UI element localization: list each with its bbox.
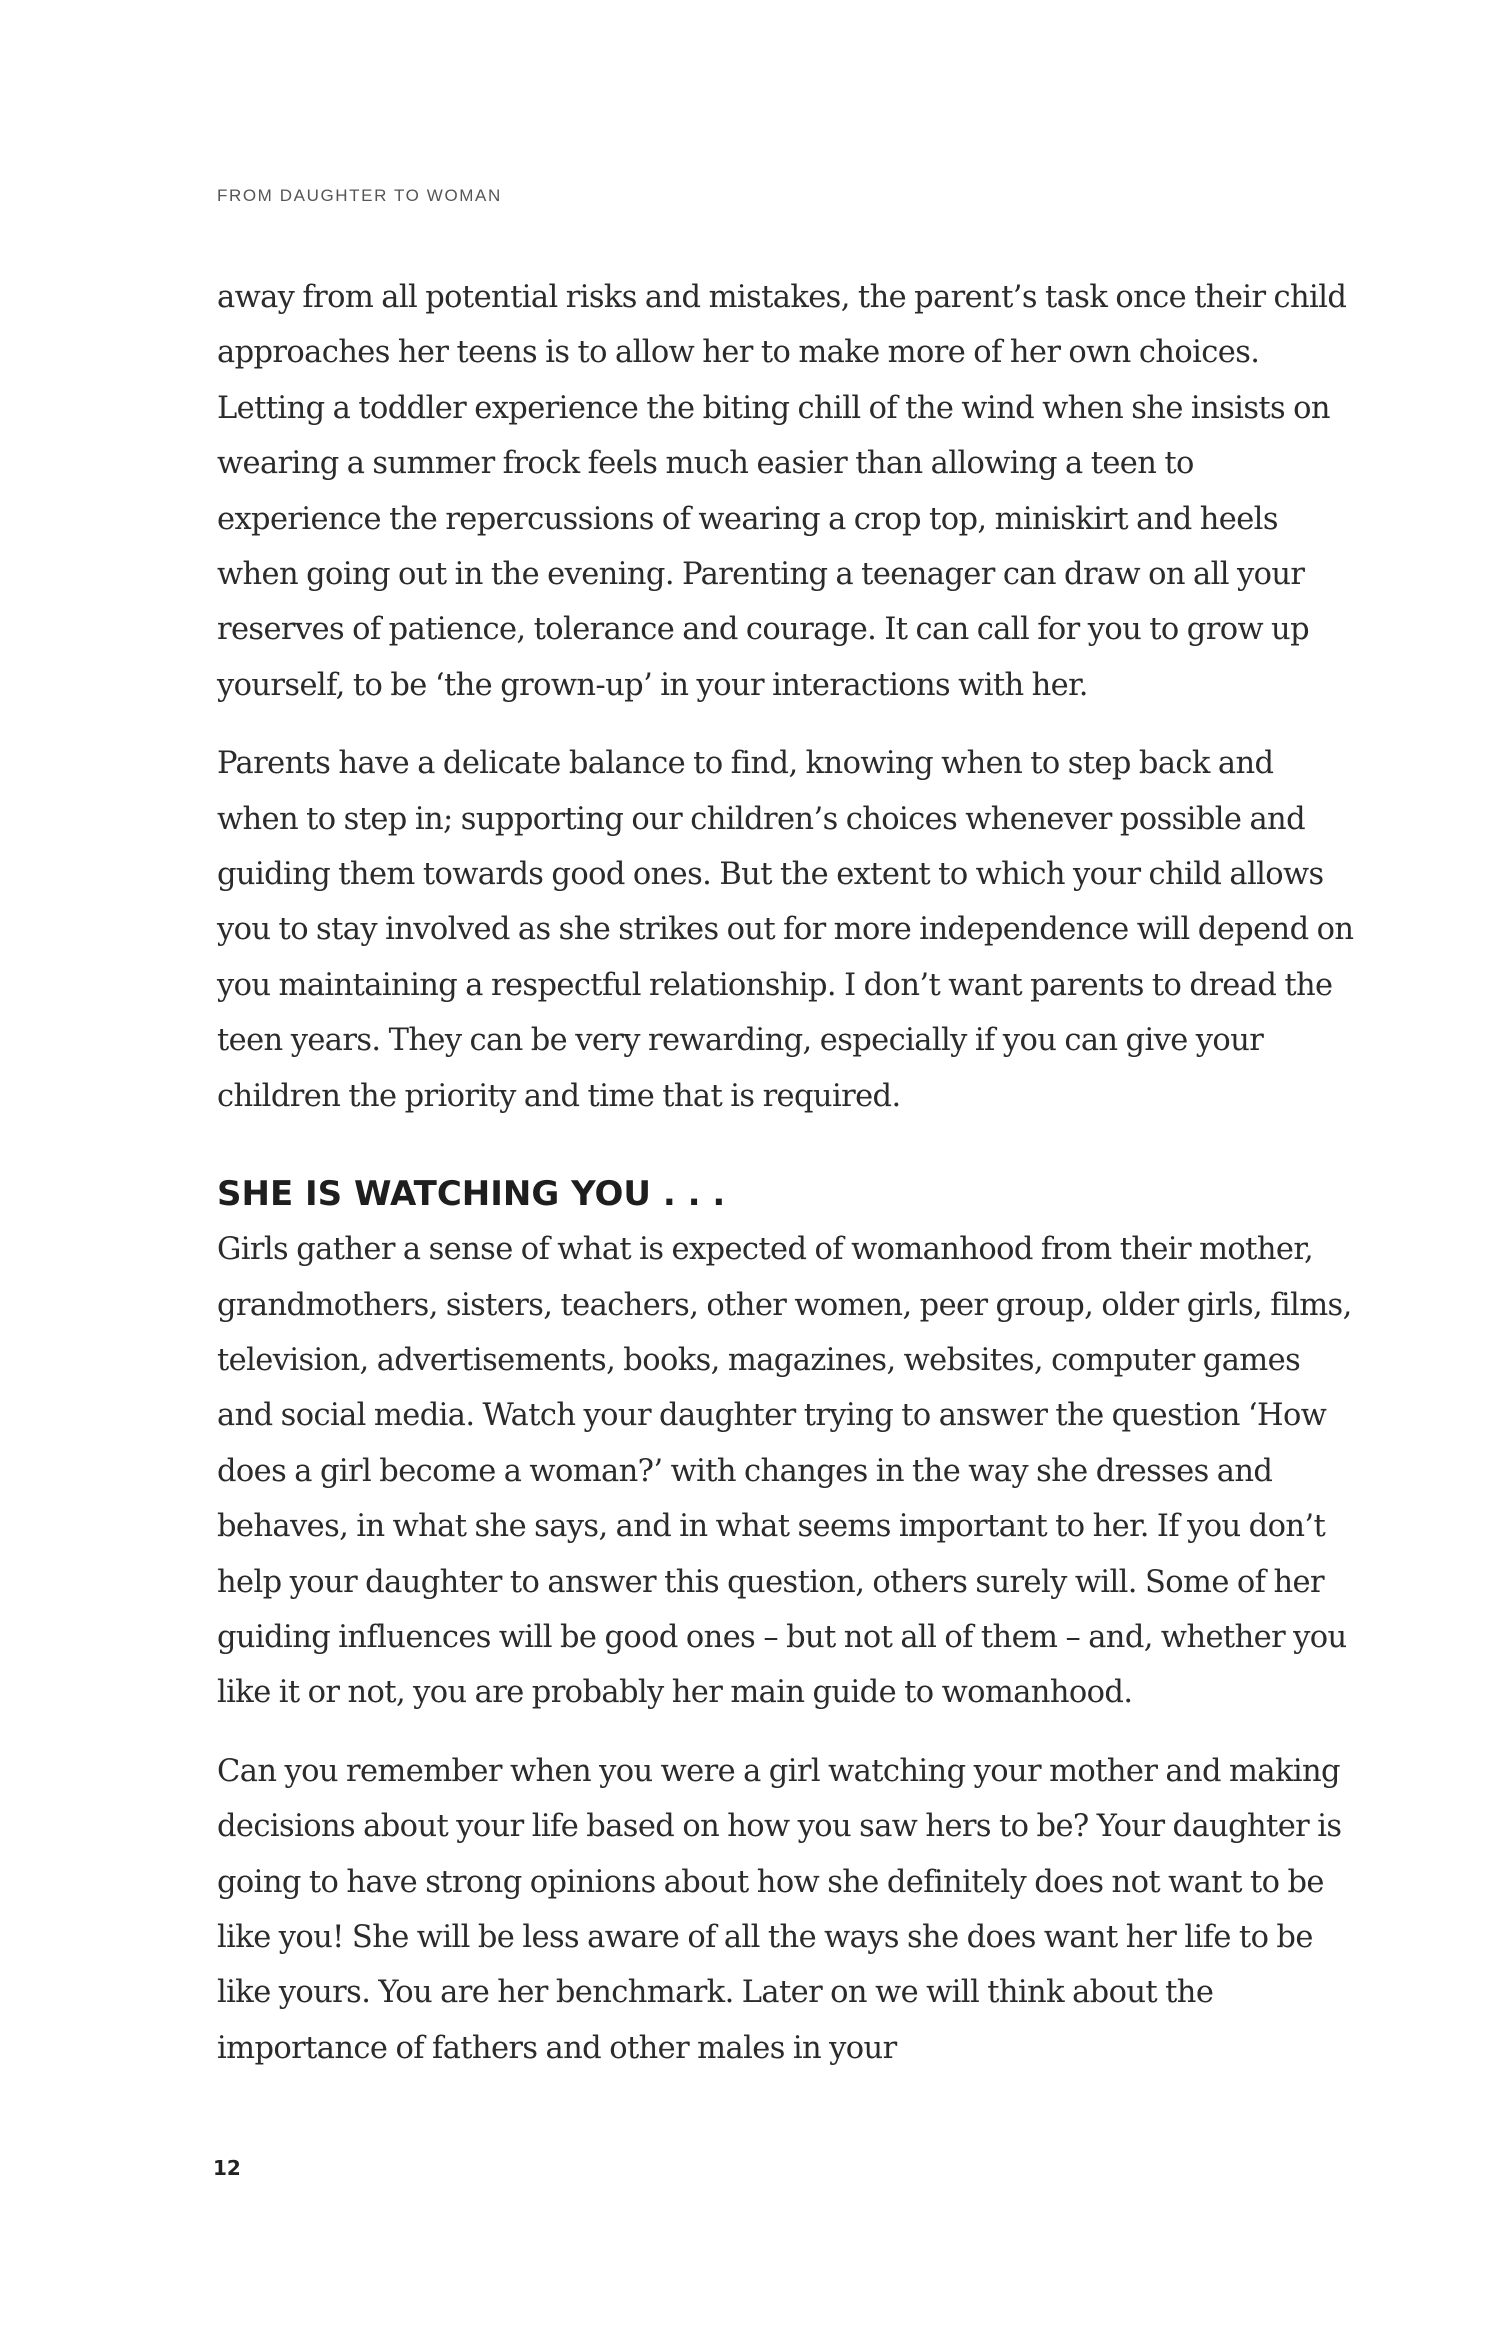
body-paragraph: Can you remember when you were a girl watching your mother and making decisions about your life based on how you saw hers to be? Your daughter is going to have strong opinions about how she definitely does not want to be like you! She will be less aware of all the ways she does want her life to be like yours. You are her benchmark. Later on we will think about the importance of fathers and other males in your xyxy=(217,1753,1342,2066)
running-head: FROM DAUGHTER TO WOMAN xyxy=(217,186,502,205)
page-number: 12 xyxy=(213,2156,241,2180)
page-body xyxy=(217,270,1357,2076)
section-heading: SHE IS WATCHING YOU . . . xyxy=(217,1174,726,1215)
body-paragraph: Girls gather a sense of what is expected of womanhood from their mother, grandmothers, sisters, teachers, other women, peer group, older girls, films, television, advertisements, books, magazines, websites, computer games and social media. Watch your daughter trying to answer the question ‘How does a girl become a woman?’ with changes in the way she dresses and behaves, in what she says, and in what seems important to her. If you don’t help your daughter to answer this question, others surely will. Some of her guiding influences will be good ones – but not all of them – and, whether you like it or not, you are probably her main guide to womanhood. xyxy=(217,1232,1352,1711)
body-paragraph: away from all potential risks and mistakes, the parent’s task once their child approaches her teens is to allow her to make more of her own choices. Letting a toddler experience the biting chill of the wind when she insists on wearing a summer frock feels much easier than allowing a teen to experience the repercussions of wearing a crop top, miniskirt and heels when going out in the evening. Parenting a teenager can draw on all your reserves of patience, tolerance and courage. It can call for you to grow up yourself, to be ‘the grown-up’ in your interactions with her. xyxy=(217,280,1347,703)
body-paragraph: Parents have a delicate balance to find, knowing when to step back and when to step in; supporting our children’s choices whenever possible and guiding them towards good ones. But the extent to which your child allows you to stay involved as she strikes out for more independence will depend on you maintaining a respectful relationship. I don’t want parents to dread the teen years. They can be very rewarding, especially if you can give your children the priority and time that is required. xyxy=(217,746,1354,1114)
